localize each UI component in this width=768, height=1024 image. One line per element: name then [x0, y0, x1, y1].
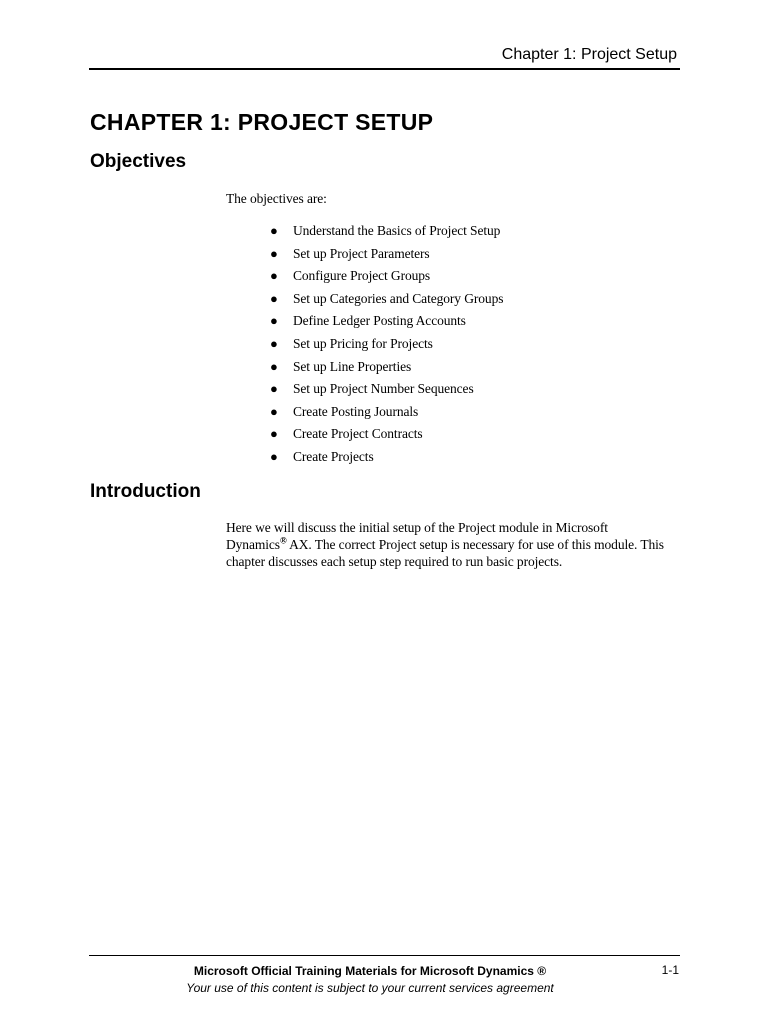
- objectives-intro: The objectives are:: [226, 191, 327, 206]
- bullet-icon: ●: [270, 313, 278, 329]
- page-number: 1-1: [661, 963, 679, 977]
- footer-rule: [89, 955, 680, 956]
- list-item: [270, 290, 503, 313]
- bullet-icon: ●: [270, 448, 278, 464]
- objective-text: Understand the Basics of Project Setup: [293, 223, 501, 238]
- list-item: [270, 358, 503, 381]
- introduction-paragraph: [226, 519, 666, 570]
- bullet-icon: ●: [270, 358, 278, 374]
- bullet-icon: ●: [270, 223, 278, 238]
- objective-text: Set up Line Properties: [293, 358, 412, 374]
- header-rule: [89, 68, 680, 70]
- bullet-icon: ●: [270, 290, 278, 306]
- list-item: [270, 312, 503, 335]
- bullet-icon: ●: [270, 245, 278, 261]
- introduction-text-part2: AX. The correct Project setup is necessary for use of this module. This chapter discusses each setup step required to run basic projects.: [226, 537, 664, 569]
- list-item: [270, 267, 503, 290]
- objectives-heading: Objectives: [90, 151, 187, 172]
- objective-text: Define Ledger Posting Accounts: [293, 313, 466, 329]
- objectives-list: [270, 222, 503, 471]
- list-item: [270, 335, 503, 358]
- chapter-title: CHAPTER 1: PROJECT SETUP: [90, 109, 434, 135]
- objective-text: Create Projects: [293, 448, 374, 464]
- introduction-heading: Introduction: [90, 481, 201, 502]
- objective-text: Set up Pricing for Projects: [293, 335, 433, 351]
- registered-mark: ®: [279, 535, 287, 546]
- list-item: [270, 222, 503, 245]
- bullet-icon: ●: [270, 403, 278, 419]
- objective-text: Set up Project Number Sequences: [293, 381, 474, 397]
- list-item: [270, 245, 503, 268]
- running-header: Chapter 1: Project Setup: [501, 46, 677, 63]
- list-item: [270, 448, 503, 471]
- objective-text: Create Project Contracts: [293, 426, 423, 442]
- list-item: [270, 380, 503, 403]
- objective-text: Set up Project Parameters: [293, 245, 430, 261]
- objective-text: Set up Categories and Category Groups: [293, 290, 504, 306]
- objective-text: Configure Project Groups: [293, 268, 431, 284]
- list-item: [270, 425, 503, 448]
- bullet-icon: ●: [270, 335, 278, 351]
- footer-title: Microsoft Official Training Materials for Microsoft Dynamics ®: [193, 964, 547, 978]
- bullet-icon: ●: [270, 268, 278, 284]
- objective-text: Create Posting Journals: [293, 403, 419, 419]
- bullet-icon: ●: [270, 426, 278, 442]
- footer-notice: Your use of this content is subject to your current services agreement: [186, 981, 554, 995]
- introduction-text-part1: Here we will discuss the initial setup of the Project module in Microsoft Dynamics: [226, 520, 608, 552]
- list-item: [270, 403, 503, 426]
- bullet-icon: ●: [270, 381, 278, 397]
